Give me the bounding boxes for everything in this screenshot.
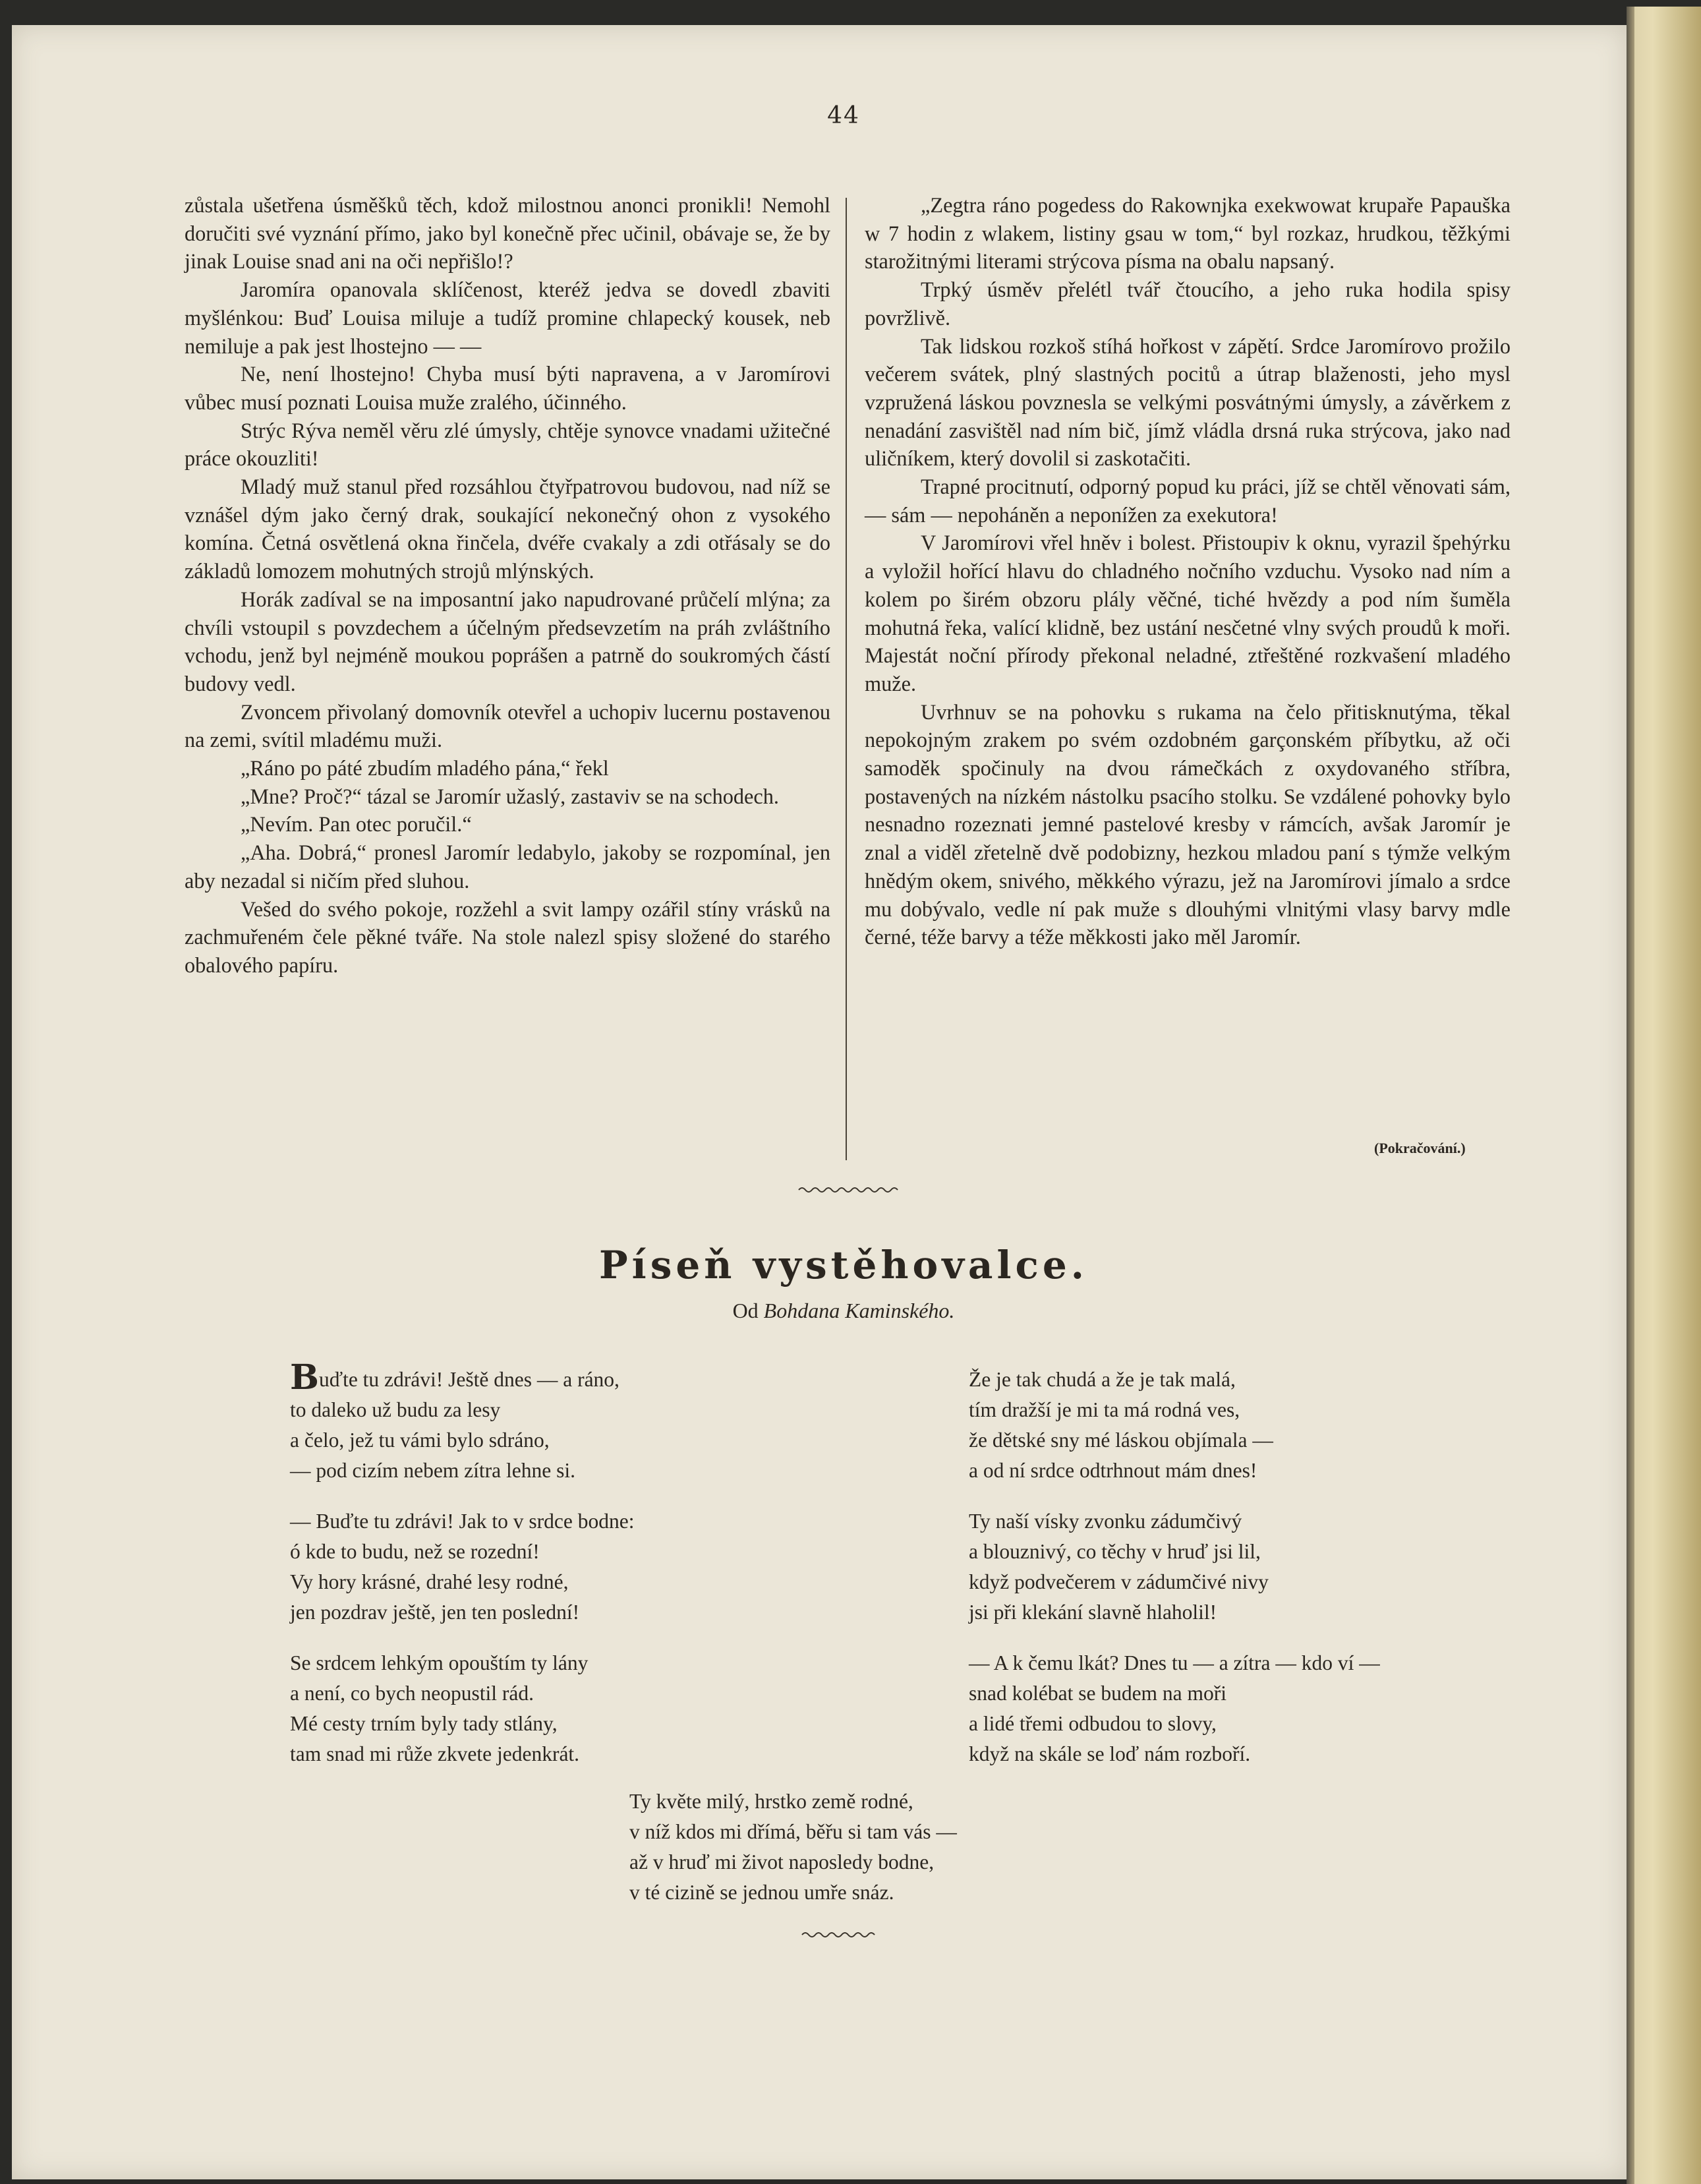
paragraph: „Mne? Proč?“ tázal se Jaromír užaslý, zastaviv se na schodech. [241,784,779,808]
verse-line: Ty naší vísky zvonku zádumčivý [969,1510,1242,1533]
verse-line: to daleko už budu za lesy [290,1398,501,1421]
stanza-2 [290,1506,635,1628]
page-edge [1627,7,1701,2184]
verse-line: Mé cesty trním byly tady stlány, [290,1712,558,1735]
page-fold [1627,7,1634,2184]
paragraph: „Nevím. Pan otec poručil.“ [241,812,472,837]
verse-line: a od ní srdce odtrhnout mám dnes! [969,1459,1257,1482]
paragraph: V Jaromírovi vřel hněv i bolest. Přistoupiv k oknu, vyrazil špehýrku a vyložil hořící hlavu do chladného nočního vzduchu. Vysoko nad ním a kolem po širém obzoru plály věčné, tiché hvězdy a pod ním šuměla mohutná řeka, valící klidně, bez ustání nesčetné vlny svých proudů k moři. Majestát noční přírody překonal neladné, ztřeštěné rozkvašení mladého muže. [865,531,1511,695]
paragraph: Strýc Rýva neměl věru zlé úmysly, chtěje synovce vnadami užitečné práce okouzliti! [185,418,830,471]
verse-line: a lidé třemi odbudou to slovy, [969,1712,1217,1735]
paragraph: Ne, není lhostejno! Chyba musí býti napravena, a v Jaromírovi vůbec musí poznati Louisa muže zralého, účinného. [185,362,830,414]
author-prefix: Od [732,1299,759,1322]
verse-line: když podvečerem v zádumčivé nivy [969,1570,1269,1593]
verse-line: tím dražší je mi ta má rodná ves, [969,1398,1240,1421]
paragraph: Trapné procitnutí, odporný popud ku práci, jíž se chtěl věnovati sám, — sám — nepoháněn a neponížen za exekutora! [865,475,1511,527]
stanza-7 [629,1786,957,1908]
paragraph: Vešed do svého pokoje, rozžehl a svit lampy ozářil stíny vrásků na zachmuřeném čele pěkné tváře. Na stole nalezl spisy složené do starého obalového papíru. [185,897,830,977]
paragraph: Tak lidskou rozkoš stíhá hořkost v zápětí. Srdce Jaromírovo prožilo večerem svátek, plný slastných pocitů a útrap blaženosti, jeho mysl vzpružená láskou povznesla se velkými posvátnými úmysly, a závěrkem z nenadání zasvištěl nad ním bič, jímž vládla drsná ruka strýcova, jako nad uličníkem, který dovolil si zaskotačiti. [865,334,1511,471]
stanza-5 [969,1506,1269,1628]
poem-title: Píseň vystěhovalce. [599,1243,1088,1287]
stanza-3 [290,1648,588,1769]
verse-line: Buďte tu zdrávi! Ještě dnes — a ráno, [290,1357,620,1398]
stanza-4 [969,1365,1273,1486]
verse-line: a čelo, jež tu vámi bylo sdráno, [290,1429,550,1452]
verse-line: — A k čemu lkát? Dnes tu — a zítra — kdo ví — [969,1651,1380,1674]
paragraph: zůstala ušetřena úsměšků těch, kdož milostnou anonci pronikli! Nemohl doručiti své vyznání přímo, jako byl konečně přec učinil, obávaje se, že by jinak Louise snad ani na oči nepřišlo!? [185,193,830,274]
paragraph: Zvoncem přivolaný domovník otevřel a uchopiv lucernu postavenou na zemi, svítil mladému muži. [185,699,830,752]
verse-line: — Buďte tu zdrávi! Jak to v srdce bodne: [290,1510,635,1533]
page-number: 44 [827,102,860,129]
paragraph: Horák zadíval se na imposantní jako napudrované průčelí mlýna; za chvíli vstoupil s povzdechem a účelným předsevzetím na práh zvláštního vchodu, jenž byl nejméně moukou poprášen a patrně do soukromých částí budovy vedl. [185,587,830,695]
verse-line: až v hruď mi život naposledy bodne, [629,1850,935,1874]
paragraph: „Ráno po páté zbudím mladého pána,“ řekl [241,756,609,781]
ornament-divider-end [801,1928,880,1941]
paragraph: Trpký úsměv přelétl tvář čtoucího, a jeho ruka hodila spisy povržlivě. [865,278,1511,330]
verse-line: Se srdcem lehkým opouštím ty lány [290,1651,589,1674]
verse-line: ó kde to budu, než se rozední! [290,1540,540,1563]
verse-line: v té cizině se jednou umře snáz. [629,1881,894,1904]
verse-line: Ty květe milý, hrstko země rodné, [629,1790,913,1813]
paragraph: Jaromíra opanovala sklíčenost, kteréž jedva se dovedl zbaviti myšlénkou: Buď Louisa miluje a tudíž promine chlapecký kousek, neb nemiluje a pak jest lhostejno — — [185,278,830,358]
stanza-6 [969,1648,1380,1769]
continuation-note: (Pokračování.) [1374,1140,1466,1156]
column-divider [846,198,847,1160]
stanza-1 [290,1357,620,1486]
verse-line: tam snad mi růže zkvete jedenkrát. [290,1742,580,1765]
paragraph: Mladý muž stanul před rozsáhlou čtyřpatrovou budovou, nad níž se vznášel dým jako černý drak, soukající nekonečný ohon z vysokého komína. Četná osvětlená okna řinčela, dvéře cvakaly a zdi otřásaly se do základů lomozem mohutných strojů mlýnských. [185,475,830,583]
paragraph: Uvrhnuv se na pohovku s rukama na čelo přitisknutýma, těkal nepokojným zrakem po svém ozdobném garçonském příbytku, až oči samoděk spočinuly na dvou rámečkách z oxydovaného stříbra, postavených na nízkém nástolku psacího stolku. Se vzdálené pohovky bylo nesnadno rozeznati jemné pastelové kresby v rámcích, avšak Jaromír je znal a viděl zřetelně dvě podobizny, hezkou mladou paní s týmže velkým hnědým okem, snivého, měkkého výrazu, jež na Jaromírovi jímalo a srdce mu dobývalo, vedle ní pak muže s dlouhými vlnitými vlasy barvy mdle černé, téže barvy a téže měkkosti jako měl Jaromír. [865,699,1511,949]
poem-author [0,1299,1687,1323]
verse-line: Že je tak chudá a že je tak malá, [969,1368,1236,1391]
right-column [865,191,1511,951]
verse-line: když na skále se loď nám rozboří. [969,1742,1251,1765]
paragraph: „Aha. Dobrá,“ pronesl Jaromír ledabylo, jakoby se rozpomínal, jen aby nezadal si ničím před sluhou. [185,841,830,893]
verse-line: — pod cizím nebem zítra lehne si. [290,1459,575,1482]
verse-line: Vy hory krásné, drahé lesy rodné, [290,1570,569,1593]
author-name: Bohdana Kaminského. [763,1299,955,1322]
verse-line: že dětské sny mé láskou objímala — [969,1429,1273,1452]
verse-line: jen pozdrav ještě, jen ten poslední! [290,1601,580,1624]
verse-line: snad kolébat se budem na moři [969,1682,1227,1705]
verse-line: jsi při klekání slavně hlaholil! [969,1601,1217,1624]
verse-line: a není, co bych neopustil rád. [290,1682,534,1705]
paragraph: „Zegtra ráno pogedess do Rakownjka exekwowat krupaře Papauška w 7 hodin z wlakem, listiny gsau w tom,“ byl rozkaz, hrudkou, těžkými starožitnými literami strýcova písma na obalu napsaný. [865,193,1511,274]
verse-line: a blouznivý, co těchy v hruď jsi lil, [969,1540,1261,1563]
verse-line: v níž kdos mi dřímá, běřu si tam vás — [629,1820,957,1843]
left-column [185,191,830,980]
ornament-divider [797,1183,903,1196]
drop-cap: B [290,1357,319,1398]
